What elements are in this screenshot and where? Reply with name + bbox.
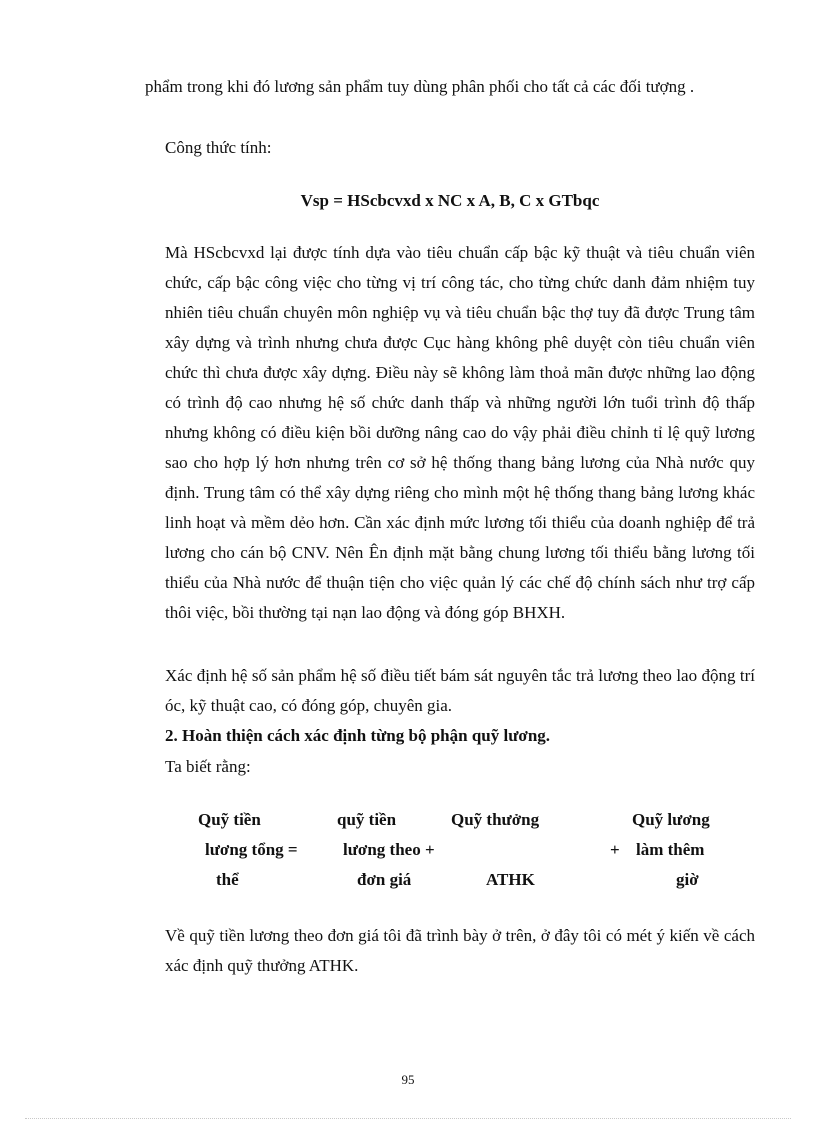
- paragraph-continuation: phẩm trong khi đó lương sản phẩm tuy dùng phân phối cho tất cả các đối tượng .: [145, 77, 695, 96]
- equation-term-4-line-3: giờ: [676, 870, 699, 889]
- formula: Vsp = HScbcvxd x NC x A, B, C x GTbqc: [300, 191, 600, 210]
- equation-term-1-line-2: lương tổng =: [205, 840, 298, 859]
- equation-term-3-line-1: Quỹ thưởng: [451, 810, 540, 829]
- equation-term-1-line-3: thể: [216, 870, 239, 889]
- paragraph-he-so: Xác định hệ số sản phẩm hệ số điều tiết bám sát nguyên tắc trả lương theo lao động trí óc, kỹ thuật cao, có đóng góp, chuyên gia.: [165, 666, 755, 715]
- section-heading: 2. Hoàn thiện cách xác định từng bộ phận quỹ lương.: [165, 726, 551, 745]
- formula-label: Công thức tính:: [165, 138, 272, 157]
- paragraph-quy-thuong: Về quỹ tiền lương theo đơn giá tôi đã trình bày ở trên, ở đây tôi có mét ý kiến về cách xác định quỹ thưởng ATHK.: [165, 926, 755, 975]
- equation-term-2-line-3: đơn giá: [357, 870, 412, 889]
- equation-term-2-line-2: lương theo +: [343, 840, 435, 859]
- footer-divider: [25, 1118, 791, 1119]
- equation-term-3-line-3: ATHK: [486, 870, 535, 889]
- equation-term-2-line-1: quỹ tiền: [337, 810, 397, 829]
- page-number: 95: [401, 1072, 415, 1087]
- equation-plus-sign: +: [610, 840, 620, 859]
- equation-term-1-line-1: Quỹ tiền: [198, 810, 261, 829]
- paragraph-hscbcvxd: Mà HScbcvxd lại được tính dựa vào tiêu chuẩn cấp bậc kỹ thuật và tiêu chuẩn viên chức, cấp bậc công việc cho từng vị trí công tác, cho từng chức danh đảm nhiệm tuy nhiên tiêu chuẩn chuyên môn nghiệp vụ và tiêu chuẩn bậc thợ tuy đã được Trung tâm xây dựng và trình nhưng chưa được Cục hàng không phê duyệt còn tiêu chuẩn viên chức thì chưa được xây dựng. Điều này sẽ không làm thoả mãn được những lao động có trình độ cao nhưng hệ số chức danh thấp và những người lớn tuổi trình độ thấp nhưng không có điều kiện bồi dưỡng nâng cao do vậy phải điều chỉnh tỉ lệ quỹ lương sao cho hợp lý hơn nhưng trên cơ sở hệ thống thang bảng lương của Nhà nước quy định. Trung tâm có thể xây dựng riêng cho mình một hệ thống thang bảng lương khác linh hoạt và mềm dẻo hơn. Cần xác định mức lương tối thiểu của doanh nghiệp để trả lương cho cán bộ CNV. Nên Ên định mặt bằng chung lương tối thiểu bằng lương tối thiểu của Nhà nước để thuận tiện cho việc quản lý các chế độ chính sách như trợ cấp thôi việc, bồi thường tại nạn lao động và đóng góp BHXH.: [165, 243, 755, 622]
- equation-term-4-line-1: Quỹ lương: [632, 810, 710, 829]
- intro-text: Ta biết rằng:: [165, 757, 251, 776]
- equation-term-4-line-2: làm thêm: [636, 840, 705, 859]
